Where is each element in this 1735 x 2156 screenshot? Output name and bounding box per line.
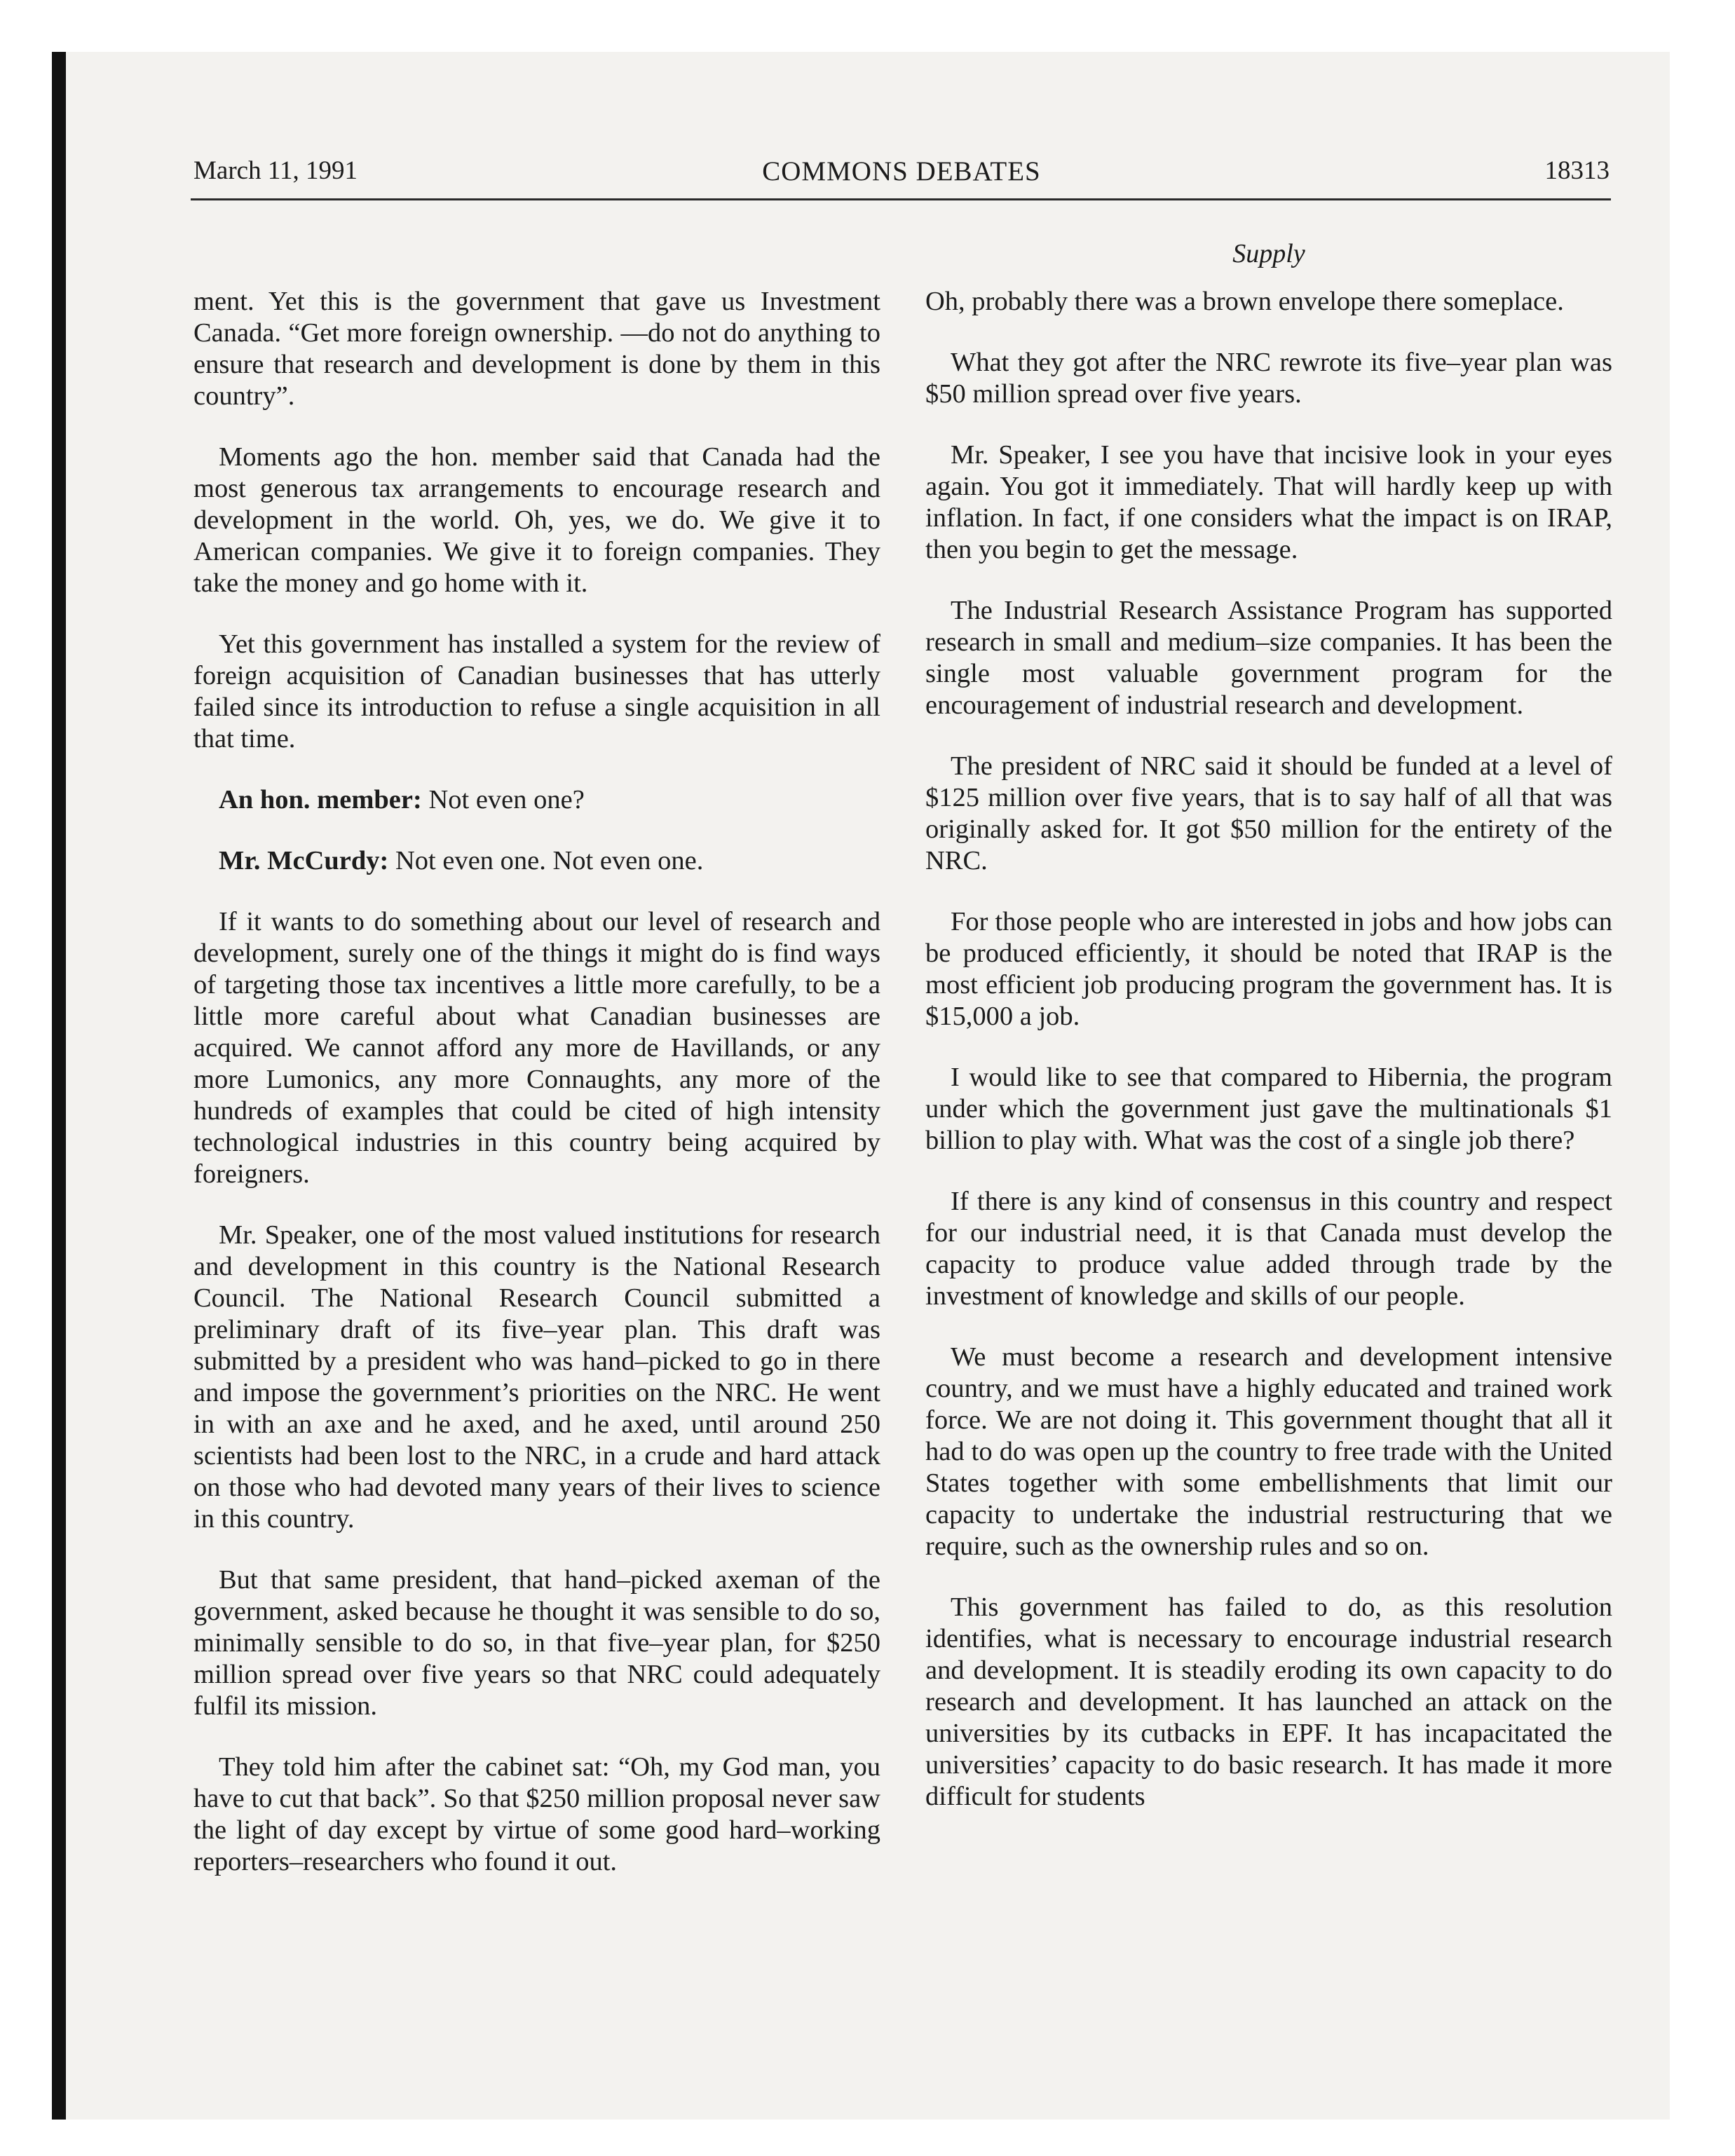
binding-edge-shadow (52, 52, 66, 2120)
left-paragraph-6: If it wants to do something about our level of research and development, surely one of the things it might do is find ways of targeting those tax incentives a little more carefully, to be a little more careful about what Canadian businesses are acquired. We cannot afford any more de Havillands, or any more Lumonics, any more Connaughts, any more of the hundreds of examples that could be cited of high intensity technological industries in this country being acquired by foreigners. (193, 907, 880, 1189)
right-paragraph-8: If there is any kind of consensus in this country and respect for our industrial need, it is that Canada must develop the capacity to produce value added through trade by the investment of knowledge and skills of our people. (925, 1187, 1612, 1311)
left-paragraph-2: Moments ago the hon. member said that Canada had the most generous tax arrangements to encourage research and development in the world. Oh, yes, we do. We give it to American companies. We give it to foreign companies. They take the money and go home with it. (193, 442, 880, 598)
header-date: March 11, 1991 (193, 156, 358, 185)
right-paragraph-2: What they got after the NRC rewrote its five–year plan was $50 million spread over five years. (925, 348, 1612, 409)
speech-text: Not even one. Not even one. (388, 846, 704, 875)
left-paragraph-3: Yet this government has installed a system for the review of foreign acquisition of Canadian businesses that has utterly failed since its introduction to refuse a single acquisition in all that time. (193, 629, 880, 753)
right-paragraph-6: For those people who are interested in jobs and how jobs can be produced efficiently, it should be noted that IRAP is the most efficient job producing program the government has. It is $15,000 a job. (925, 907, 1612, 1031)
left-paragraph-7: Mr. Speaker, one of the most valued institutions for research and development in this country is the National Research Council. The National Research Council submitted a preliminary draft of its five–year plan. This draft was submitted by a president who was hand–picked to go in there and impose the government’s priorities on the NRC. He went in with an axe and he axed, and he axed, until around 250 scientists had been lost to the NRC, in a crude and hard attack on those who had devoted many years of their lives to science in this country. (193, 1220, 880, 1534)
page-header (193, 156, 1610, 198)
speaker-name: An hon. member: (219, 785, 422, 814)
right-paragraph-4: The Industrial Research Assistance Program has supported research in small and medium–size companies. It has been the single most valuable government program for the encouragement of industrial research and development. (925, 596, 1612, 720)
right-paragraph-5: The president of NRC said it should be funded at a level of $125 million over five years, that is to say half of all that was originally asked for. It got $50 million for the entirety of the NRC. (925, 751, 1612, 875)
right-paragraph-7: I would like to see that compared to Hibernia, the program under which the government just gave the multinationals $1 billion to play with. What was the cost of a single job there? (925, 1063, 1612, 1155)
header-page-number: 18313 (1544, 156, 1610, 185)
header-title: COMMONS DEBATES (762, 156, 1041, 186)
right-paragraph-1: Oh, probably there was a brown envelope there someplace. (925, 287, 1564, 316)
left-paragraph-1: ment. Yet this is the government that gave us Investment Canada. “Get more foreign ownership. —do not do anything to ensure that research and development is done by them in this country”. (193, 287, 880, 411)
speaker-name: Mr. McCurdy: (219, 846, 389, 875)
left-paragraph-9: They told him after the cabinet sat: “Oh, my God man, you have to cut that back”. So that $250 million proposal never saw the light of day except by virtue of some good hard–working reporters–researchers who found it out. (193, 1752, 880, 1876)
left-paragraph-4 (193, 784, 880, 816)
left-column (193, 286, 880, 1907)
section-title: Supply (1232, 239, 1305, 268)
left-paragraph-5 (193, 845, 880, 877)
left-paragraph-8: But that same president, that hand–picked axeman of the government, asked because he thought it was sensible to do so, minimally sensible to do so, in that five–year plan, for $250 million spread over five years so that NRC could adequately fulfil its mission. (193, 1565, 880, 1721)
right-paragraph-10: This government has failed to do, as this resolution identifies, what is necessary to encourage industrial research and development. It is steadily eroding its own capacity to do research and development. It has launched an attack on the universities by its cutbacks in EPF. It has incapacitated the universities’ capacity to do basic research. It has made it more difficult for students (925, 1592, 1612, 1811)
right-paragraph-3: Mr. Speaker, I see you have that incisive look in your eyes again. You got it immediately. That will hardly keep up with inflation. In fact, if one considers what the impact is on IRAP, then you begin to get the message. (925, 440, 1612, 564)
header-rule (191, 198, 1611, 200)
right-paragraph-9: We must become a research and development intensive country, and we must have a highly educated and trained work force. We are not doing it. This government thought that all it had to do was open up the country to free trade with the United States together with some embellishments that limit our capacity to undertake the industrial restructuring that we require, such as the ownership rules and so on. (925, 1342, 1612, 1561)
speech-text: Not even one? (421, 785, 585, 814)
right-column (925, 286, 1612, 1842)
